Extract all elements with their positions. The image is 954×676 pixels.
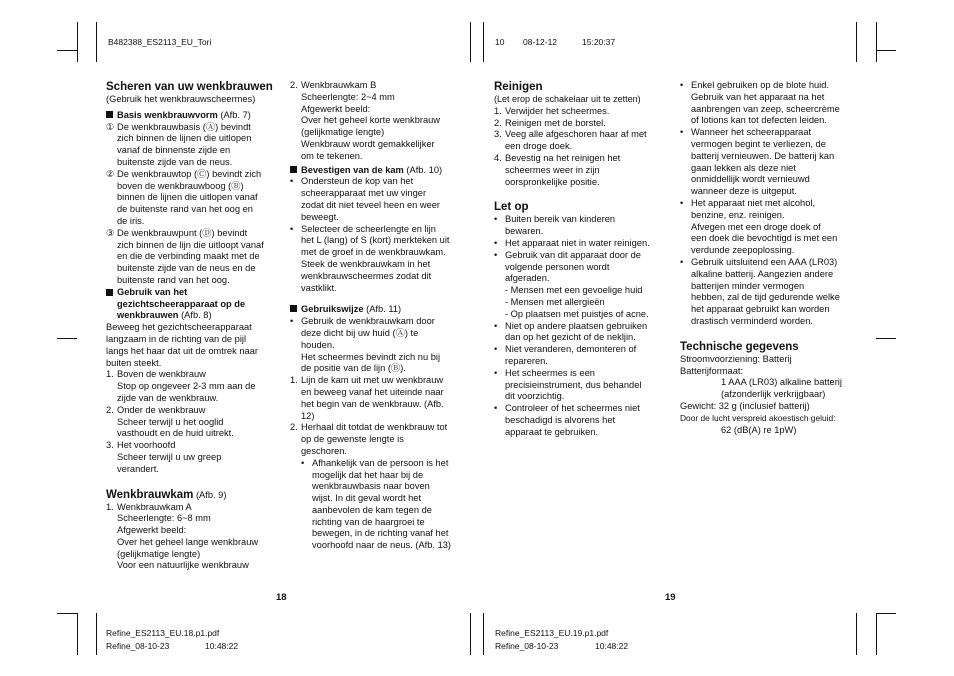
item-line: Ondersteun de kop van het: [301, 176, 414, 187]
howto-bullets: [290, 316, 462, 375]
item-line: een doek die bevochtigd is met een: [691, 233, 838, 244]
item-line: Het scheermes bevindt zich nu bij: [301, 351, 441, 362]
comb-list: [106, 502, 276, 573]
item-marker: ③: [106, 227, 115, 238]
item-line: het begin van de wenkbrauw. (Afb.: [301, 398, 444, 409]
item-line: Onder de wenkbrauw: [117, 404, 206, 415]
item-line: Het apparaat niet in water reinigen.: [505, 237, 650, 248]
item-line: drastisch verminderd worden.: [691, 315, 813, 326]
item-line: Wenkbrauwkam A: [117, 501, 192, 512]
item-line: oorspronkelijke positie.: [505, 176, 600, 187]
item-line: buitenste zijde van de neus.: [117, 156, 233, 167]
list-item: [680, 257, 855, 328]
paragraph-line: langzaam in de richting van de pijl: [106, 333, 247, 344]
item-line: onmiddellijk wordt vernieuwd: [691, 174, 810, 185]
section-subtitle: (Gebruik het wenkbrauwscheermes): [106, 94, 256, 104]
list-item: [494, 403, 664, 438]
crop-mark: [57, 613, 77, 614]
crop-mark: [57, 50, 77, 51]
list-item: [301, 458, 462, 552]
item-marker: •: [494, 320, 498, 331]
list-item: [106, 502, 276, 573]
list-item: [680, 127, 855, 198]
item-line: bewegen, in de richting vanaf het: [312, 528, 449, 539]
howto-heading: Gebruikswijze (Afb. 11): [290, 304, 462, 316]
item-line: verandert.: [117, 463, 159, 474]
crop-mark: [96, 613, 97, 655]
column-2: [290, 80, 462, 552]
footer-left-filename: Refine_ES2113_EU.18.p1.pdf: [106, 628, 220, 638]
item-line: het apparaat gebruikt kan worden: [691, 304, 830, 315]
list-item: [106, 440, 276, 475]
item-marker: •: [301, 457, 305, 468]
item-marker: ①: [106, 121, 115, 132]
item-line: de buitenste rand van het oog en: [117, 204, 253, 215]
item-marker: •: [494, 403, 498, 414]
fold-mark: [876, 338, 896, 339]
item-line: geschoren.: [301, 445, 347, 456]
item-line: voorhoofd naar de neus. (Afb. 13): [312, 540, 452, 551]
crop-mark: [96, 22, 97, 62]
spec-noise-value: 62 (dB(A) re 1pW): [721, 424, 797, 435]
caution-dash-list: [494, 285, 664, 320]
list-item: [290, 316, 462, 375]
item-line: zijde van de wenkbrauw.: [117, 392, 219, 403]
spec-weight: Gewicht: 32 g (inclusief batterij): [680, 400, 810, 411]
item-line: Over het geheel korte wenkbrauw: [301, 115, 441, 126]
use-steps-list: [106, 369, 276, 475]
item-line: 12): [301, 410, 315, 421]
item-line: vanaf de binnenste zijde en: [117, 145, 231, 156]
item-line: Afgewerkt beeld:: [301, 103, 371, 114]
list-item: [494, 118, 664, 130]
comb-heading: Wenkbrauwkam (Afb. 9): [106, 488, 227, 501]
spec-power: Stroomvoorziening: Batterij: [680, 353, 792, 364]
list-item: [680, 198, 855, 257]
list-item: [290, 224, 462, 295]
item-line: Gebruik uitsluitend een AAA (LR03): [691, 256, 838, 267]
item-line: Niet veranderen, demonteren of: [505, 344, 637, 355]
cleaning-subtitle: (Let erop de schakelaar uit te zetten): [494, 94, 641, 104]
item-line: deze dicht bij uw huid (Ⓐ) te: [301, 327, 419, 338]
paragraph-line: langs het haar dat uit de omtrek naar: [106, 345, 258, 356]
item-marker: 1.: [106, 369, 114, 380]
item-line: Scheer terwijl u het ooglid: [117, 416, 224, 427]
item-line: vasthoudt en de huid uitrekt.: [117, 428, 234, 439]
page-number-left: 18: [276, 592, 287, 603]
item-line: (gelijkmatige lengte): [301, 127, 385, 138]
item-line: buitenste zijde van de neus en de: [117, 263, 256, 274]
footer-right-filename: Refine_ES2113_EU.19.p1.pdf: [495, 628, 609, 638]
item-line: Het apparaat niet met alcohol,: [691, 197, 816, 208]
use-paragraph: [106, 322, 276, 369]
list-item: [290, 422, 462, 457]
item-line: Niet op andere plaatsen gebruiken: [505, 320, 648, 331]
item-marker: 2.: [106, 404, 114, 415]
item-line: dit voorzichtig.: [505, 391, 565, 402]
item-line: zodat dit niet teveel heen en weer: [301, 199, 441, 210]
item-line: het L (lang) of S (kort) merkteken uit: [301, 235, 450, 246]
dash-line: - Mensen met een gevoelige huid: [505, 285, 643, 296]
crop-mark: [470, 613, 471, 655]
item-line: richting van de haargroei te: [312, 516, 425, 527]
item-line: aanbrengen van zeep, scheercrème: [691, 103, 840, 114]
paragraph-line: buiten steekt.: [106, 357, 162, 368]
page-number-right: 19: [665, 592, 676, 603]
item-marker: •: [494, 214, 498, 225]
item-line: De wenkbrauwpunt (Ⓓ) bevindt: [117, 227, 248, 238]
item-line: Wanneer het scheerapparaat: [691, 127, 812, 138]
dash-line: - Mensen met allergieën: [505, 296, 605, 307]
footer-left-date: Refine_08-10-23: [106, 641, 170, 651]
item-marker: 2.: [290, 422, 298, 433]
item-line: apparaat te gebruiken.: [505, 426, 599, 437]
item-marker: 4.: [494, 152, 502, 163]
list-item: [290, 176, 462, 223]
item-line: Buiten bereik van kinderen: [505, 214, 616, 225]
column-4: [680, 80, 855, 436]
list-item: [290, 80, 462, 163]
item-line: Verwijder het scheermes.: [505, 105, 610, 116]
item-line: wanneer deze is uitgeput.: [691, 186, 797, 197]
caution-heading: Let op: [494, 201, 529, 214]
cleaning-heading: Reinigen: [494, 81, 543, 93]
item-marker: •: [680, 127, 684, 138]
header-date: 08-12-12: [523, 37, 558, 47]
header-page-counter: 10: [495, 37, 505, 47]
item-line: volgende personen wordt: [505, 261, 610, 272]
list-item: [494, 153, 664, 188]
item-line: Afgewerkt beeld:: [117, 525, 187, 536]
item-line: Boven de wenkbrauw: [117, 369, 206, 380]
item-marker: •: [290, 223, 294, 234]
item-line: de iris.: [117, 215, 145, 226]
item-line: Scheer terwijl u uw greep: [117, 451, 222, 462]
list-item: [106, 122, 276, 169]
item-line: om te tekenen.: [301, 150, 363, 161]
item-line: Over het geheel lange wenkbrauw: [117, 536, 259, 547]
crop-mark: [856, 613, 857, 655]
howto-subnote: [290, 458, 462, 552]
paragraph-line: Beweeg het gezichtscheerapparaat: [106, 322, 252, 333]
list-item: [106, 405, 276, 440]
item-line: zich binnen de lijn die uitloopt vanaf: [117, 239, 264, 250]
list-item: [106, 228, 276, 287]
item-line: Selecteer de scheerlengte en lijn: [301, 223, 436, 234]
item-marker: •: [494, 249, 498, 260]
list-item: [494, 250, 664, 285]
item-line: benzine, enz. reinigen.: [691, 209, 785, 220]
item-marker: •: [680, 80, 684, 90]
item-line: en beweeg vanaf het uiteinde naar: [301, 386, 444, 397]
specs-heading: Technische gegevens: [680, 340, 799, 353]
item-line: vastklikt.: [301, 282, 337, 293]
item-line: Het voorhoofd: [117, 440, 176, 451]
caution-list-right: [680, 80, 855, 328]
list-item: [494, 368, 664, 403]
item-line: Scheerlengte: 6~8 mm: [117, 513, 211, 524]
spec-battery-note: (afzonderlijk verkrijgbaar): [721, 389, 826, 400]
item-line: op de gewenste lengte is: [301, 434, 404, 445]
item-line: vermogen begint te verliezen, de: [691, 138, 826, 149]
item-line: aanbevolen de kam tegen de: [312, 504, 432, 515]
item-line: Het scheermes is een: [505, 367, 595, 378]
item-line: een droge doek.: [505, 141, 573, 152]
item-line: de positie van de lijn (Ⓑ).: [301, 363, 406, 374]
item-marker: 2.: [290, 80, 298, 90]
list-item: [494, 106, 664, 118]
item-line: en die de verbinding maakt met de: [117, 251, 260, 262]
item-line: Scheerlengte: 2~4 mm: [301, 91, 395, 102]
crop-mark: [483, 22, 484, 62]
list-item: [494, 214, 664, 238]
item-line: gaan lekken als deze niet: [691, 162, 796, 173]
item-line: batterij vernieuwen. De batterij kan: [691, 150, 835, 161]
item-line: repareren.: [505, 355, 548, 366]
item-marker: 1.: [290, 375, 298, 386]
square-bullet-icon: [290, 166, 297, 173]
item-line: Steek de wenkbrauwkam in het: [301, 258, 431, 269]
spec-battery-value: 1 AAA (LR03) alkaline batterij: [721, 377, 842, 388]
list-item: [494, 129, 664, 153]
list-item: [290, 375, 462, 422]
item-line: Gebruik van dit apparaat door de: [505, 249, 641, 260]
crop-mark: [856, 22, 857, 62]
item-marker: 1.: [494, 105, 502, 116]
column-1: [106, 80, 276, 572]
list-item: [106, 369, 276, 404]
footer-right-time: 10:48:22: [595, 641, 629, 651]
item-line: Voor een natuurlijke wenkbrauw: [117, 560, 249, 571]
item-line: alkaline batterij. Aangezien andere: [691, 268, 834, 279]
crop-mark: [77, 613, 78, 655]
item-line: scheerapparaat met uw vinger: [301, 188, 427, 199]
item-marker: 2.: [494, 117, 502, 128]
item-line: precisieinstrument, dus behandel: [505, 379, 642, 390]
item-line: mogelijk dat het haar bij de: [312, 469, 424, 480]
comb-list-continued: [290, 80, 462, 163]
square-bullet-icon: [290, 305, 297, 312]
item-line: boven de wenkbrauwboog (Ⓑ): [117, 180, 244, 191]
crop-mark: [876, 50, 896, 51]
footer-right-date: Refine_08-10-23: [495, 641, 559, 651]
item-line: met de groef in de wenkbrauwkam.: [301, 247, 446, 258]
item-marker: 3.: [494, 129, 502, 140]
item-line: Stop op ongeveer 2-3 mm aan de: [117, 381, 256, 392]
item-line: De wenkbrauwbasis (Ⓐ) bevindt: [117, 121, 251, 132]
item-line: wenkbrauwscheermes zodat dit: [301, 270, 432, 281]
item-line: Gebruik de wenkbrauwkam door: [301, 316, 435, 327]
item-marker: •: [494, 344, 498, 355]
item-line: wijst. In dit geval wordt het: [312, 493, 422, 504]
square-bullet-icon: [106, 111, 113, 118]
item-line: hebben, zal de tijd gedurende welke: [691, 292, 840, 303]
dash-line: - Op plaatsen met puistjes of acne.: [505, 308, 649, 319]
header-left-filename: B482388_ES2113_EU_Tori: [108, 37, 212, 47]
list-item: [494, 321, 664, 345]
crop-mark: [876, 613, 896, 614]
footer-left-time: 10:48:22: [205, 641, 239, 651]
list-item: [680, 80, 855, 127]
item-line: of lotions kan tot defecten leiden.: [691, 115, 827, 126]
list-item: [494, 238, 664, 250]
item-marker: •: [290, 176, 294, 187]
howto-steps: [290, 375, 462, 458]
fold-mark: [57, 338, 77, 339]
item-line: Wenkbrauw wordt gemakkelijker: [301, 138, 435, 149]
section-title-eyebrow-shaving: Scheren van uw wenkbrauwen: [106, 81, 273, 93]
item-line: Enkel gebruiken op de blote huid.: [691, 80, 830, 90]
item-line: zich binnen de lijnen die uitlopen: [117, 133, 252, 144]
item-line: Controleer of het scheermes niet: [505, 403, 640, 414]
item-line: beweegt.: [301, 211, 339, 222]
item-line: scheermes weer in zijn: [505, 164, 600, 175]
item-line: Bevestig na het reinigen het: [505, 152, 621, 163]
list-item: [494, 344, 664, 368]
item-line: Veeg alle afgeschoren haar af met: [505, 129, 647, 140]
item-marker: •: [494, 237, 498, 248]
use-heading: Gebruik van het gezichtscheerapparaat op de wenkbrauwen (Afb. 8): [106, 287, 276, 322]
item-line: De wenkbrauwtop (Ⓒ) bevindt zich: [117, 168, 262, 179]
attach-list: [290, 176, 462, 294]
column-3: [494, 80, 664, 439]
basis-list: [106, 122, 276, 287]
spec-noise-label: Door de lucht verspreid akoestisch geluid:: [680, 412, 836, 423]
item-line: beschadigd is alvorens het: [505, 414, 616, 425]
basis-heading: Basis wenkbrauwvorm (Afb. 7): [106, 110, 276, 122]
item-line: binnen de lijnen die uitlopen vanaf: [117, 192, 258, 203]
item-line: houden.: [301, 339, 335, 350]
crop-mark: [470, 22, 471, 62]
item-marker: 1.: [106, 501, 114, 512]
item-line: batterijen minder vermogen: [691, 280, 805, 291]
header-time: 15:20:37: [582, 37, 616, 47]
crop-mark: [876, 613, 877, 655]
item-marker: •: [680, 256, 684, 267]
item-marker: 3.: [106, 440, 114, 451]
item-line: Herhaal dit totdat de wenkbrauw tot: [301, 422, 448, 433]
spec-battery-label: Batterijformaat:: [680, 365, 744, 376]
item-line: Lijn de kam uit met uw wenkbrauw: [301, 375, 444, 386]
item-line: afgeraden.: [505, 273, 550, 284]
crop-mark: [876, 22, 877, 62]
item-line: (gelijkmatige lengte): [117, 548, 201, 559]
item-line: Gebruik van het apparaat na het: [691, 91, 825, 102]
item-line: wenkbrauwbasis naar boven: [312, 481, 430, 492]
item-line: Afhankelijk van de persoon is het: [312, 457, 449, 468]
item-line: Wenkbrauwkam B: [301, 80, 377, 90]
item-marker: •: [680, 197, 684, 208]
attach-heading: Bevestigen van de kam (Afb. 10): [290, 165, 462, 177]
square-bullet-icon: [106, 289, 113, 296]
item-line: dan op het gezicht of de nekljin.: [505, 332, 636, 343]
crop-mark: [483, 613, 484, 655]
caution-list: [494, 214, 664, 285]
item-marker: •: [494, 367, 498, 378]
item-marker: •: [290, 316, 294, 327]
crop-mark: [77, 22, 78, 62]
item-line: Reinigen met de borstel.: [505, 117, 606, 128]
item-marker: ②: [106, 168, 115, 179]
list-item: [106, 169, 276, 228]
item-line: bewaren.: [505, 226, 544, 237]
item-line: buitenste rand van het oog.: [117, 274, 230, 285]
caution-list-continued: [494, 321, 664, 439]
item-line: Afvegen met een droge doek of: [691, 221, 821, 232]
cleaning-steps: [494, 106, 664, 189]
item-line: verdunde zeepoplossing.: [691, 245, 795, 256]
